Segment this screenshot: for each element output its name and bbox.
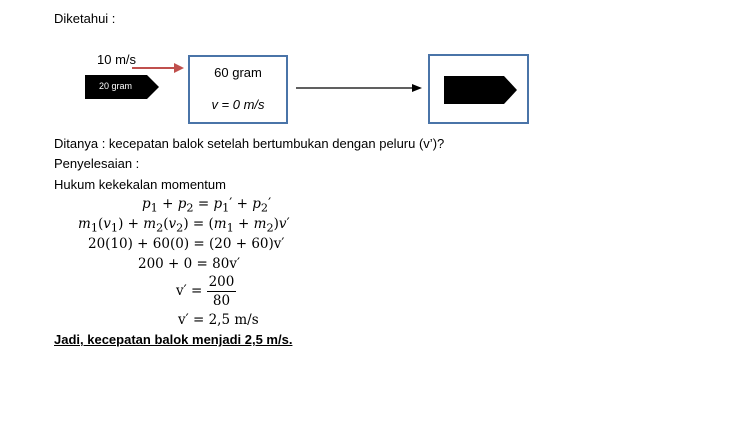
conclusion-text: Jadi, kecepatan balok menjadi 2,5 m/s. <box>54 332 293 347</box>
block-speed-label: v = 0 m/s <box>211 97 265 112</box>
equation-momentum-expanded: $m_1(v_1) + m_2(v_2) = (m_1 + m_2)v'$ <box>78 216 290 235</box>
bullet-embedded-icon <box>444 76 518 104</box>
equation-result: v′ = 2,5 m/s <box>178 312 259 328</box>
fraction-lhs: v′ = <box>176 283 203 299</box>
equation-fraction <box>176 274 236 309</box>
solution-heading: Penyelesaian : <box>54 156 140 171</box>
bullet-speed-label: 10 m/s <box>97 52 137 67</box>
transition-arrow-icon <box>296 82 424 94</box>
bullet-mass-label: 20 gram <box>99 81 133 91</box>
block-before-box <box>188 55 288 124</box>
fraction <box>207 274 237 309</box>
bullet-shape <box>85 75 159 99</box>
block-after-box <box>428 54 529 124</box>
equation-simplified: 200 + 0 = 80v′ <box>138 256 241 272</box>
block-mass-label: 60 gram <box>214 65 262 80</box>
given-heading: Diketahui : <box>54 11 116 26</box>
velocity-arrow-icon <box>130 61 186 75</box>
question-text: Ditanya : kecepatan balok setelah bertumbukan dengan peluru (v’)? <box>54 136 445 151</box>
fraction-numerator: 200 <box>208 274 235 290</box>
equation-momentum-symbolic: $p_1 + p_2 = p_1' + p_2'$ <box>142 196 272 215</box>
law-text: Hukum kekekalan momentum <box>54 177 226 192</box>
fraction-denominator: 80 <box>212 293 231 309</box>
equation-substituted: 20(10) + 60(0) = (20 + 60)v′ <box>88 236 285 252</box>
